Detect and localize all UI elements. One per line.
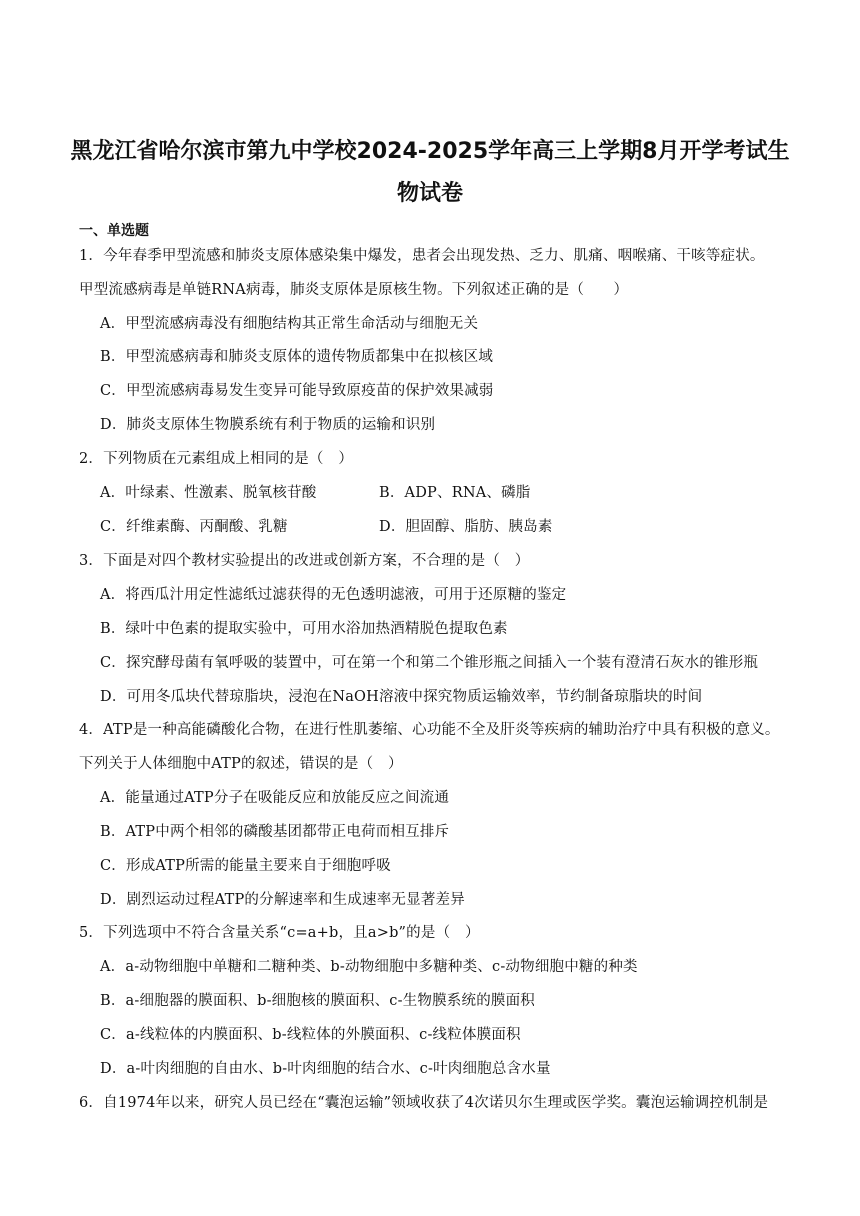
- question-4-stem: 4．ATP是一种高能磷酸化合物，在进行性肌萎缩、心功能不全及肝炎等疾病的辅助治疗中具有积极的意义。: [79, 722, 780, 738]
- question-1-option-c: C．甲型流感病毒易发生变异可能导致原疫苗的保护效果减弱: [100, 383, 494, 399]
- question-2-option-a: A．叶绿素、性激素、脱氧核苷酸: [100, 485, 317, 501]
- section-heading: 一、单选题: [79, 223, 149, 239]
- question-4-option-b: B．ATP中两个相邻的磷酸基团都带正电荷而相互排斥: [100, 824, 450, 840]
- question-1-stem: 1．今年春季甲型流感和肺炎支原体感染集中爆发，患者会出现发热、乏力、肌痛、咽喉痛、干咳等症状。: [79, 248, 765, 264]
- question-2-stem: 2．下列物质在元素组成上相同的是（ ）: [79, 451, 354, 467]
- page-title-line-1: 黑龙江省哈尔滨市第九中学校2024-2025学年高三上学期8月开学考试生: [70, 139, 790, 164]
- question-2-option-b: B．ADP、RNA、磷脂: [379, 485, 531, 501]
- question-5-option-d: D．a-叶肉细胞的自由水、b-叶肉细胞的结合水、c-叶肉细胞总含水量: [100, 1061, 551, 1077]
- page-title-line-2: 物试卷: [396, 181, 463, 206]
- question-3-option-d: D．可用冬瓜块代替琼脂块，浸泡在NaOH溶液中探究物质运输效率，节约制备琼脂块的时间: [100, 689, 703, 705]
- question-1-option-a: A．甲型流感病毒没有细胞结构其正常生命活动与细胞无关: [100, 316, 479, 332]
- question-3-stem: 3．下面是对四个教材实验提出的改进或创新方案，不合理的是（ ）: [79, 553, 530, 569]
- question-4-option-c: C．形成ATP所需的能量主要来自于细胞呼吸: [100, 858, 391, 874]
- question-5-option-a: A．a-动物细胞中单糖和二糖种类、b-动物细胞中多糖种类、c-动物细胞中糖的种类: [100, 959, 638, 975]
- question-1-stem-cont: 甲型流感病毒是单链RNA病毒，肺炎支原体是原核生物。下列叙述正确的是（ ）: [79, 282, 629, 298]
- question-3-option-b: B．绿叶中色素的提取实验中，可用水浴加热酒精脱色提取色素: [100, 621, 508, 637]
- question-6-stem: 6．自1974年以来，研究人员已经在“囊泡运输”领域收获了4次诺贝尔生理或医学奖。囊泡运输调控机制是: [79, 1095, 769, 1111]
- question-5-stem: 5．下列选项中不符合含量关系“c=a+b，且a>b”的是（ ）: [79, 925, 480, 941]
- question-4-stem-cont: 下列关于人体细胞中ATP的叙述，错误的是（ ）: [79, 756, 403, 772]
- question-4-option-a: A．能量通过ATP分子在吸能反应和放能反应之间流通: [100, 790, 450, 806]
- question-2-option-c: C．纤维素酶、丙酮酸、乳糖: [100, 519, 288, 535]
- question-2-option-d: D．胆固醇、脂肪、胰岛素: [379, 519, 553, 535]
- question-3-option-a: A．将西瓜汁用定性滤纸过滤获得的无色透明滤液，可用于还原糖的鉴定: [100, 587, 567, 603]
- question-5-option-c: C．a-线粒体的内膜面积、b-线粒体的外膜面积、c-线粒体膜面积: [100, 1027, 521, 1043]
- question-5-option-b: B．a-细胞器的膜面积、b-细胞核的膜面积、c-生物膜系统的膜面积: [100, 993, 535, 1009]
- question-3-option-c: C．探究酵母菌有氧呼吸的装置中，可在第一个和第二个锥形瓶之间插入一个装有澄清石灰水的锥形瓶: [100, 655, 759, 671]
- question-1-option-d: D．肺炎支原体生物膜系统有利于物质的运输和识别: [100, 417, 436, 433]
- question-1-option-b: B．甲型流感病毒和肺炎支原体的遗传物质都集中在拟核区域: [100, 349, 494, 365]
- question-4-option-d: D．剧烈运动过程ATP的分解速率和生成速率无显著差异: [100, 892, 465, 908]
